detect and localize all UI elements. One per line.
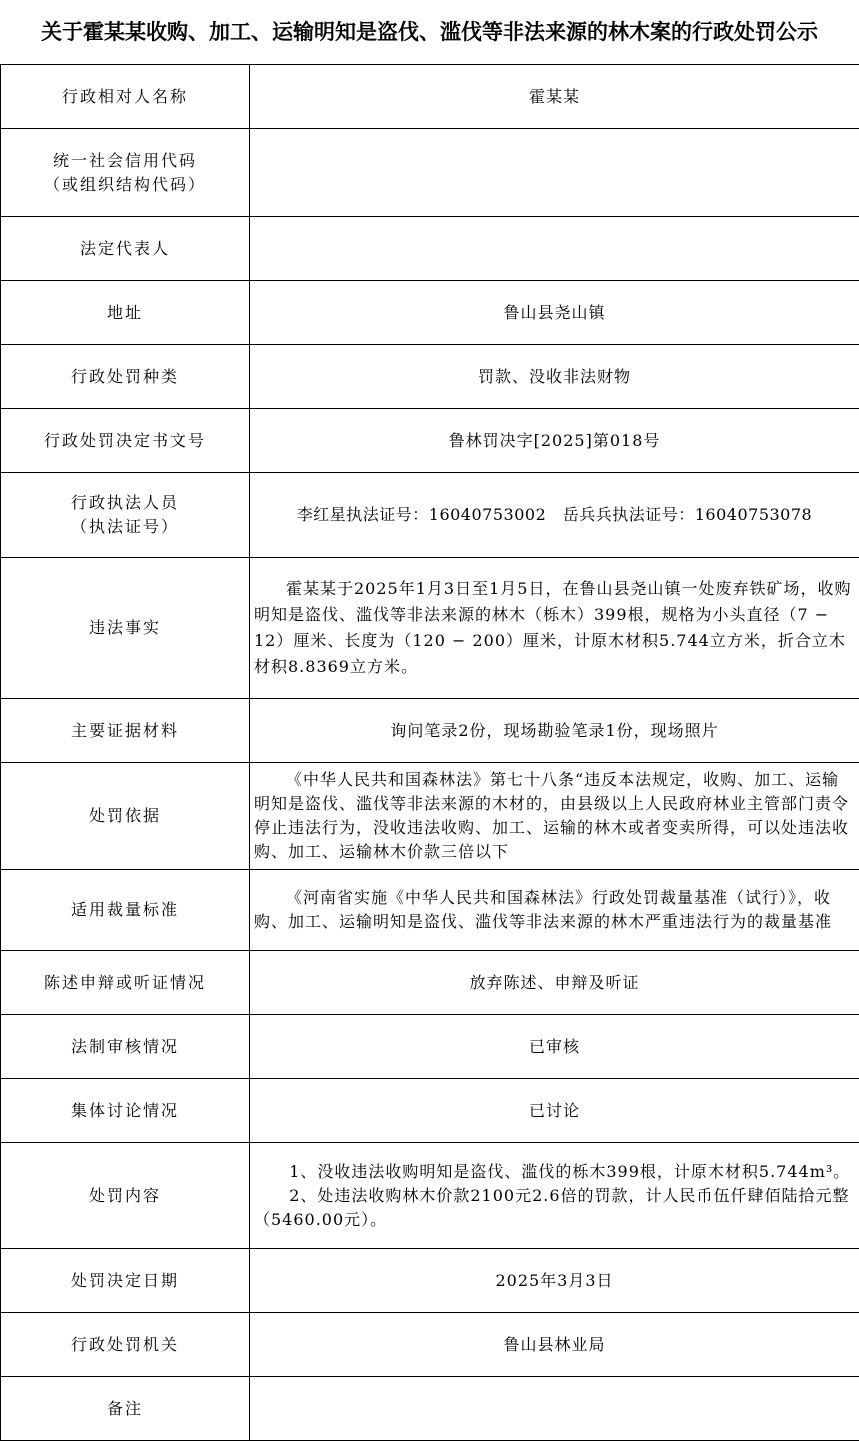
table-row [1,1313,859,1377]
table-row [1,1015,859,1079]
row-value: 罚款、没收非法财物 [250,345,859,409]
row-value [250,129,859,217]
table-row [1,65,859,129]
row-value: 已审核 [250,1015,859,1079]
row-label: 处罚内容 [1,1143,250,1249]
row-value: 放弃陈述、申辩及听证 [250,951,859,1015]
row-label: 行政处罚决定书文号 [1,409,250,473]
row-label: 法定代表人 [1,217,250,281]
row-value: 已讨论 [250,1079,859,1143]
table-row [1,558,859,699]
row-value: 霍某某于2025年1月3日至1月5日，在鲁山县尧山镇一处废弃铁矿场，收购明知是盗伐、滥伐等非法来源的林木（栎木）399根，规格为小头直径（7 − 12）厘米、长度为（120 − 200）厘米，计原木材积5.744立方米，折合立木材积8.8369立方米。 [250,558,859,699]
row-value: 鲁山县林业局 [250,1313,859,1377]
row-value: 鲁山县尧山镇 [250,281,859,345]
row-label: 适用裁量标准 [1,870,250,951]
penalty-info-table [0,64,859,1441]
table-row [1,345,859,409]
row-value [250,763,859,870]
table-row [1,951,859,1015]
row-label: 集体讨论情况 [1,1079,250,1143]
row-value: 李红星执法证号：16040753002 岳兵兵执法证号：16040753078 [250,473,859,558]
table-row [1,1143,859,1249]
table-row [1,281,859,345]
row-value: 询问笔录2份，现场勘验笔录1份，现场照片 [250,699,859,763]
table-row [1,129,859,217]
row-label: 法制审核情况 [1,1015,250,1079]
row-label: 处罚决定日期 [1,1249,250,1313]
table-row [1,763,859,870]
row-label: 陈述申辩或听证情况 [1,951,250,1015]
row-label: 地址 [1,281,250,345]
row-value [250,1377,859,1441]
penalty-item: 2、处违法收购林木价款2100元2.6倍的罚款，计人民币伍仟肆佰陆拾元整（5460.00元）。 [254,1184,855,1232]
row-label: 统一社会信用代码 （或组织结构代码） [1,129,250,217]
row-value: 鲁林罚决字[2025]第018号 [250,409,859,473]
row-value: 《河南省实施《中华人民共和国森林法》行政处罚裁量基准（试行）》，收购、加工、运输明知是盗伐、滥伐等非法来源的林木严重违法行为的裁量基准 [250,870,859,951]
row-value: 2025年3月3日 [250,1249,859,1313]
row-label: 行政处罚种类 [1,345,250,409]
page-title: 关于霍某某收购、加工、运输明知是盗伐、滥伐等非法来源的林木案的行政处罚公示 [0,0,859,64]
table-row [1,1377,859,1441]
table-row [1,409,859,473]
row-label: 违法事实 [1,558,250,699]
row-label: 备注 [1,1377,250,1441]
table-row [1,699,859,763]
row-label: 行政处罚机关 [1,1313,250,1377]
row-label: 处罚依据 [1,763,250,870]
row-value [250,1143,859,1249]
table-row [1,217,859,281]
row-label: 行政相对人名称 [1,65,250,129]
table-row [1,473,859,558]
legal-basis-text: 《中华人民共和国森林法》第七十八条“违反本法规定，收购、加工、运输明知是盗伐、滥伐等非法来源的木材的，由县级以上人民政府林业主管部门责令停止违法行为，没收违法收购、加工、运输的林木或者变卖所得，可以处违法收购、加工、运输林木价款三倍以下 [254,768,855,864]
row-label: 主要证据材料 [1,699,250,763]
row-value: 霍某某 [250,65,859,129]
table-row [1,1079,859,1143]
row-value [250,217,859,281]
row-label: 行政执法人员 （执法证号） [1,473,250,558]
table-row [1,1249,859,1313]
penalty-item: 1、没收违法收购明知是盗伐、滥伐的栎木399根，计原木材积5.744m³。 [254,1160,855,1184]
table-row [1,870,859,951]
